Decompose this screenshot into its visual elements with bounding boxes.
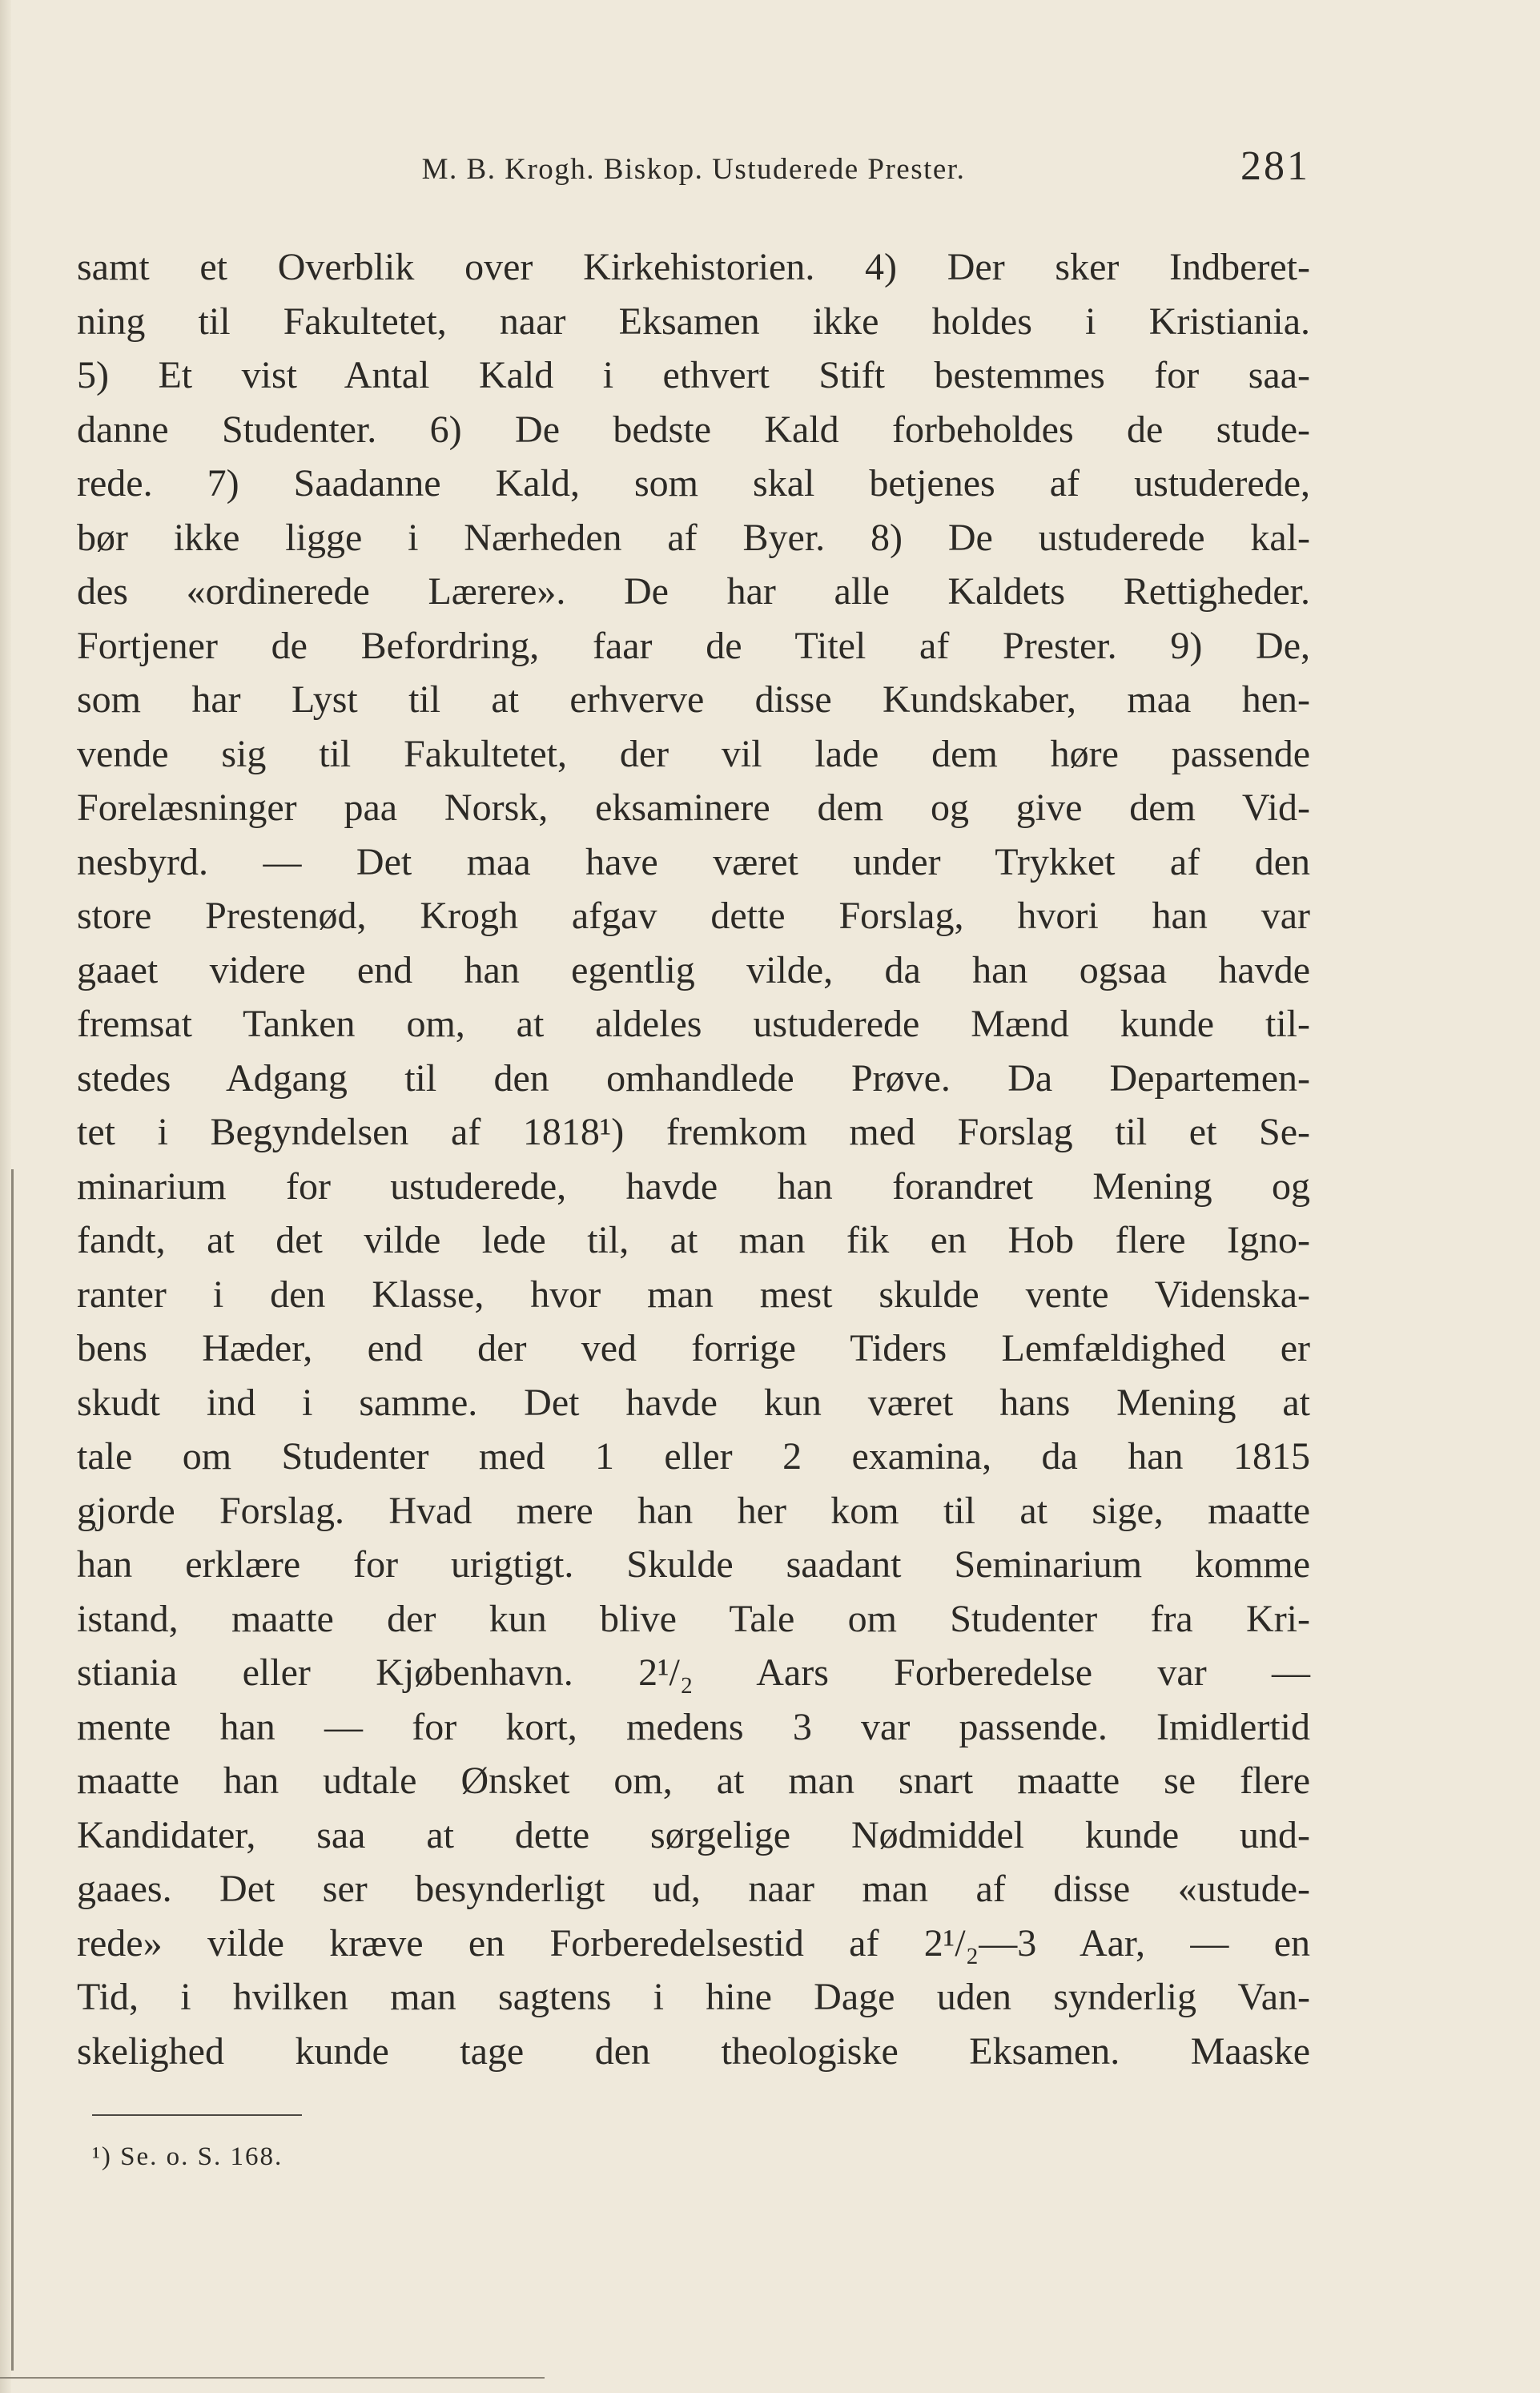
text-line: gaaes. Det ser besynderligt ud, naar man af disse «ustude-: [77, 1868, 1310, 1910]
text-line: fandt, at det vilde lede til, at man fik en Hob flere Igno-: [77, 1219, 1310, 1261]
text-line: tet i Begyndelsen af 1818¹) fremkom med Forslag til et Se-: [77, 1111, 1310, 1153]
text-line: rede» vilde kræve en Forberedelsestid af 2¹/₂—3 Aar, — en: [77, 1921, 1310, 1965]
text-line: rede. 7) Saadanne Kald, som skal betjenes af ustuderede,: [77, 462, 1310, 505]
footnote-rule: [92, 2114, 302, 2116]
scan-bottom-edge: [0, 2377, 545, 2379]
text-line: stiania eller Kjøbenhavn. 2¹/₂ Aars Forberedelse var —: [77, 1651, 1310, 1694]
text-line: han erklære for urigtigt. Skulde saadant Seminarium komme: [77, 1543, 1310, 1586]
running-title: M. B. Krogh. Biskop. Ustuderede Prester.: [421, 153, 966, 186]
page-number: 281: [1240, 143, 1310, 189]
text-line: gaaet videre end han egentlig vilde, da han ogsaa havde: [77, 948, 1310, 991]
text-line: stedes Adgang til den omhandlede Prøve. Da Departemen-: [77, 1056, 1310, 1100]
text-line: fremsat Tanken om, at aldeles ustuderede Mænd kunde til-: [77, 1003, 1310, 1045]
page-edge-shadow-line: [11, 1169, 14, 2371]
text-line: skudt ind i samme. Det havde kun været hans Mening at: [77, 1381, 1310, 1424]
text-line: tale om Studenter med 1 eller 2 examina, da han 1815: [77, 1435, 1310, 1478]
text-line: vende sig til Fakultetet, der vil lade dem høre passende: [77, 732, 1310, 775]
text-line: store Prestenød, Krogh afgav dette Forslag, hvori han var: [77, 895, 1310, 937]
text-line: som har Lyst til at erhverve disse Kundskaber, maa hen-: [77, 678, 1310, 721]
text-line: Forelæsninger paa Norsk, eksaminere dem og give dem Vid-: [77, 786, 1310, 829]
footnote: ¹) Se. o. S. 168.: [92, 2142, 283, 2171]
text-line: skelighed kunde tage den theologiske Eksamen. Maaske: [77, 2029, 1310, 2073]
text-line: Fortjener de Befordring, faar de Titel af Prester. 9) De,: [77, 624, 1310, 667]
text-line: minarium for ustuderede, havde han forandret Mening og: [77, 1164, 1310, 1208]
text-line: gjorde Forslag. Hvad mere han her kom til at sige, maatte: [77, 1489, 1310, 1532]
text-line: bør ikke ligge i Nærheden af Byer. 8) De ustuderede kal-: [77, 516, 1310, 559]
text-line: Kandidater, saa at dette sørgelige Nødmiddel kunde und-: [77, 1813, 1310, 1856]
text-line: samt et Overblik over Kirkehistorien. 4) Der sker Indberet-: [77, 246, 1310, 288]
text-line: nesbyrd. — Det maa have været under Trykket af den: [77, 840, 1310, 883]
text-line: Tid, i hvilken man sagtens i hine Dage uden synderlig Van-: [77, 1976, 1310, 2018]
text-line: bens Hæder, end der ved forrige Tiders Lemfældighed er: [77, 1327, 1310, 1369]
text-line: des «ordinerede Lærere». De har alle Kaldets Rettigheder.: [77, 570, 1310, 613]
text-line: ranter i den Klasse, hvor man mest skulde vente Videnska-: [77, 1273, 1310, 1316]
body-text: [77, 240, 1310, 2078]
text-line: maatte han udtale Ønsket om, at man snart maatte se flere: [77, 1760, 1310, 1802]
text-line: istand, maatte der kun blive Tale om Studenter fra Kri-: [77, 1597, 1310, 1640]
page-binding-edge: [0, 0, 11, 2393]
running-head: [77, 143, 1310, 199]
text-line: danne Studenter. 6) De bedste Kald forbeholdes de stude-: [77, 408, 1310, 451]
text-line: 5) Et vist Antal Kald i ethvert Stift bestemmes for saa-: [77, 354, 1310, 396]
text-line: ning til Fakultetet, naar Eksamen ikke holdes i Kristiania.: [77, 300, 1310, 343]
text-line: mente han — for kort, medens 3 var passende. Imidlertid: [77, 1705, 1310, 1748]
